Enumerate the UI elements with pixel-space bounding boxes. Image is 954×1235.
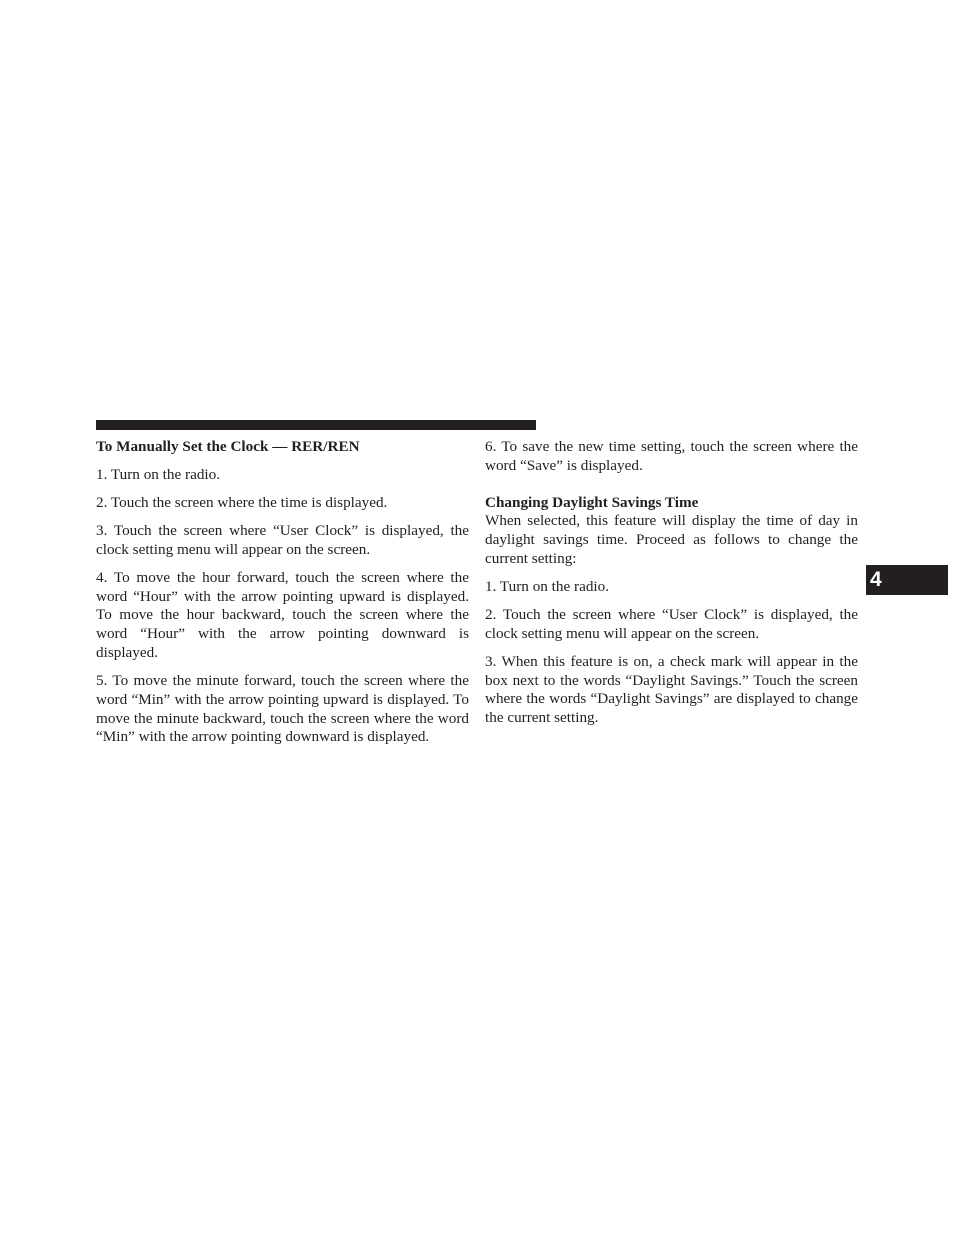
daylight-intro: When selected, this feature will display the time of day in daylight savings time. Proceed as follows to change the current setting: [485,512,858,567]
daylight-step-2: 2. Touch the screen where “User Clock” is displayed, the clock setting menu will appear on the screen. [485,605,858,642]
step-1: 1. Turn on the radio. [96,465,221,483]
step-2: 2. Touch the screen where the time is displayed. [96,493,388,511]
daylight-step-3: 3. When this feature is on, a check mark will appear in the box next to the words “Daylight Savings.” Touch the screen where the words “Daylight Savings” are displayed to change the current setting. [485,652,858,727]
step-3: 3. Touch the screen where “User Clock” is displayed, the clock setting menu will appear on the screen. [96,521,469,558]
left-column [96,438,469,756]
section-heading-manual-clock: To Manually Set the Clock — RER/REN [96,438,360,455]
right-column [485,438,858,737]
section-heading-daylight-savings: Changing Daylight Savings Time [485,493,699,511]
step-6: 6. To save the new time setting, touch the screen where the word “Save” is displayed. [485,438,858,474]
step-5: 5. To move the minute forward, touch the screen where the word “Min” with the arrow pointing upward is displayed. To move the minute backward, touch the screen where the word “Min” with the arrow pointing downward is displayed. [96,671,469,746]
chapter-tab: 4 [866,565,948,595]
step-4: 4. To move the hour forward, touch the screen where the word “Hour” with the arrow pointing upward is displayed. To move the hour backward, touch the screen where the word “Hour” with the arrow pointing downward is displayed. [96,568,469,661]
section-top-rule [96,420,536,430]
daylight-step-1: 1. Turn on the radio. [485,577,610,595]
